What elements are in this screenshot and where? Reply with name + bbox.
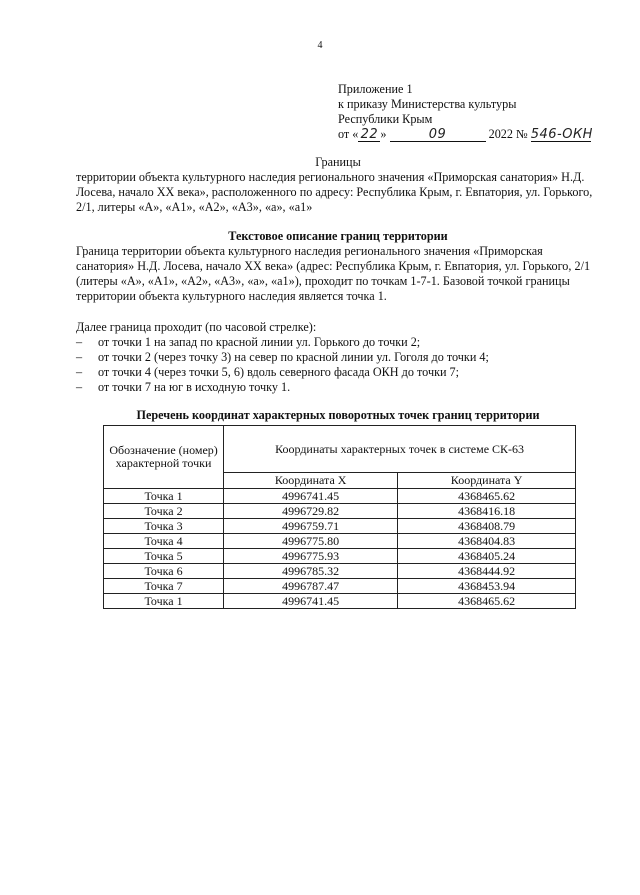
- point-cell: Точка 7: [104, 579, 224, 594]
- point-cell: Точка 1: [104, 489, 224, 504]
- boundary-route: [76, 320, 602, 395]
- point-cell: Точка 2: [104, 504, 224, 519]
- point-cell: Точка 4: [104, 534, 224, 549]
- appendix-region: Республики Крым: [338, 112, 433, 126]
- list-item-text: от точки 2 (через точку 3) на север по красной линии ул. Гоголя до точки 4;: [98, 350, 489, 364]
- y-cell: 4368408.79: [398, 519, 576, 534]
- y-cell: 4368453.94: [398, 579, 576, 594]
- list-dash: –: [76, 335, 83, 349]
- x-cell: 4996741.45: [224, 489, 398, 504]
- point-cell: Точка 5: [104, 549, 224, 564]
- y-cell: 4368416.18: [398, 504, 576, 519]
- table-row: [104, 504, 576, 519]
- list-item-text: от точки 7 на юг в исходную точку 1.: [98, 380, 291, 394]
- y-cell: 4368404.83: [398, 534, 576, 549]
- list-item: [76, 350, 602, 365]
- list-dash: –: [76, 365, 83, 379]
- x-cell: 4996775.93: [224, 549, 398, 564]
- appendix-block: [338, 82, 638, 142]
- point-column-header: Обозначение (номер) характерной точки: [104, 426, 224, 489]
- x-cell: 4996775.80: [224, 534, 398, 549]
- list-item: [76, 365, 602, 380]
- table-row: [104, 564, 576, 579]
- page-number: 4: [317, 40, 323, 51]
- date-prefix: от «: [338, 127, 359, 141]
- appendix-title: Приложение 1: [338, 82, 413, 96]
- x-cell: 4996729.82: [224, 504, 398, 519]
- y-cell: 4368465.62: [398, 489, 576, 504]
- appendix-date-line: [338, 127, 638, 142]
- document-heading: Границы: [315, 155, 361, 169]
- order-number: 546-ОКН: [530, 127, 593, 142]
- date-month: 09: [390, 128, 486, 142]
- coordinates-table: [103, 425, 576, 609]
- y-cell: 4368405.24: [398, 549, 576, 564]
- point-cell: Точка 6: [104, 564, 224, 579]
- list-item: [76, 380, 602, 395]
- x-cell: 4996785.32: [224, 564, 398, 579]
- date-day-close: »: [380, 127, 387, 141]
- x-column-header: Координата X: [224, 473, 398, 489]
- table-title: Перечень координат характерных поворотных точек границ территории: [136, 408, 540, 422]
- table-row: [104, 549, 576, 564]
- table-row: [104, 594, 576, 609]
- list-dash: –: [76, 380, 83, 394]
- point-cell: Точка 3: [104, 519, 224, 534]
- table-row: [104, 519, 576, 534]
- coordinates-group-header: Координаты характерных точек в системе СК-63: [224, 426, 576, 473]
- x-cell: 4996741.45: [224, 594, 398, 609]
- point-cell: Точка 1: [104, 594, 224, 609]
- x-cell: 4996787.47: [224, 579, 398, 594]
- table-row: [104, 489, 576, 504]
- route-intro: Далее граница проходит (по часовой стрелке):: [76, 320, 317, 334]
- list-item-text: от точки 1 на запад по красной линии ул. Горького до точки 2;: [98, 335, 421, 349]
- y-column-header: Координата Y: [398, 473, 576, 489]
- x-cell: 4996759.71: [224, 519, 398, 534]
- list-item: [76, 335, 602, 350]
- date-year: 2022 №: [488, 127, 528, 141]
- list-item-text: от точки 4 (через точки 5, 6) вдоль северного фасада ОКН до точки 7;: [98, 365, 460, 379]
- document-title-block: [76, 155, 600, 215]
- description-text: Граница территории объекта культурного наследия регионального значения «Приморская санатория» Н.Д. Лосева, начало XX века» (адрес: Республика Крым, г. Евпатория, ул. Горького, 2/1 (литеры «А», «А1», «А2», «А3», «а», «а1»), проходит по точкам 1-7-1. Базовой точкой границы территории объекта культурного наследия является точка 1.: [76, 244, 591, 303]
- list-dash: –: [76, 350, 83, 364]
- y-cell: 4368465.62: [398, 594, 576, 609]
- date-day: 22: [358, 128, 380, 142]
- appendix-order-ref: к приказу Министерства культуры: [338, 97, 517, 111]
- table-row: [104, 534, 576, 549]
- document-subject: территории объекта культурного наследия регионального значения «Приморская санатория» Н.Д. Лосева, начало XX века», расположенного по адресу: Республика Крым, г. Евпатория, ул. Горького, 2/1, литеры «А», «А1», «А2», «А3», «а», «а1»: [76, 170, 593, 214]
- description-heading: Текстовое описание границ территории: [228, 229, 448, 243]
- table-row: [104, 579, 576, 594]
- y-cell: 4368444.92: [398, 564, 576, 579]
